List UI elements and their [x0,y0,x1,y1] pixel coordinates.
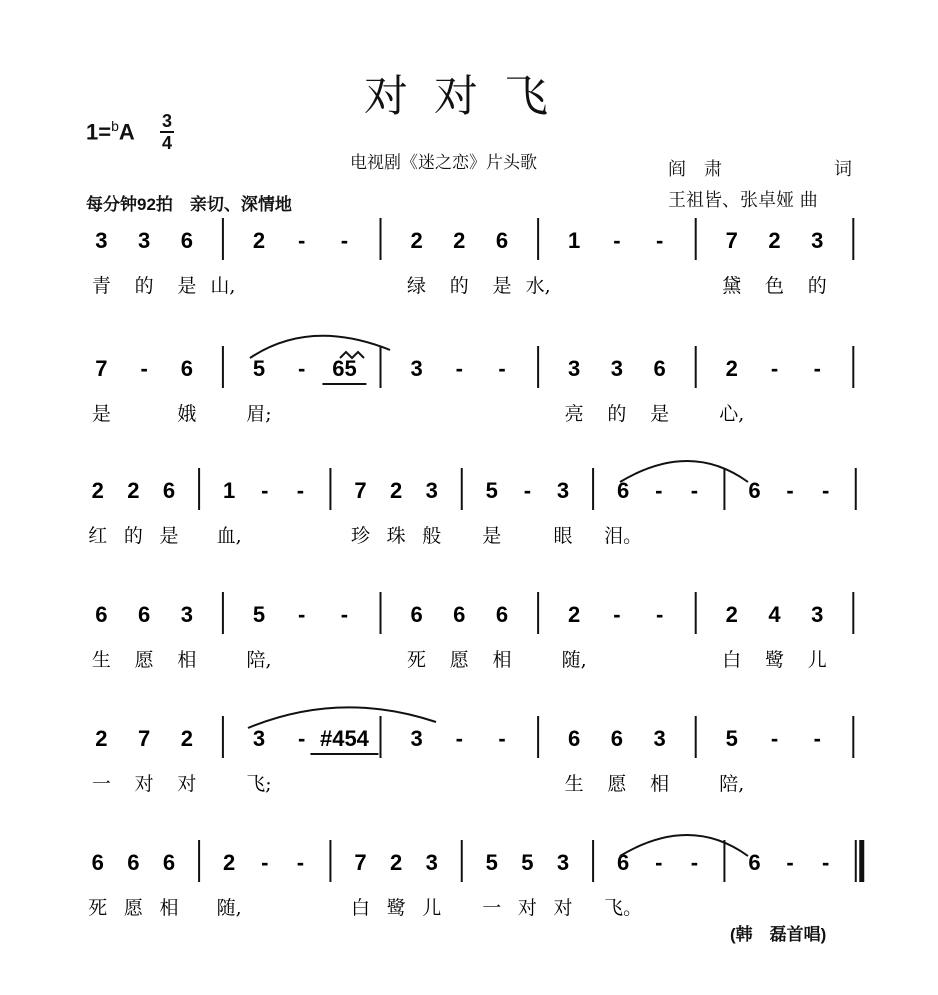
note: 3 [252,726,266,751]
note: - [822,850,830,875]
note: 1 [568,228,581,253]
note: 2 [725,602,738,627]
note: 6 [617,850,630,875]
note: 6 [162,478,176,503]
note: 3 [568,356,581,381]
note: - [770,356,779,381]
lyric-char: 愿 [123,897,143,919]
key-prefix: 1= [86,119,112,145]
note: - [296,850,305,875]
lyric-char: 的 [607,403,627,425]
note: 5 [485,850,498,875]
note: 6 [748,478,761,503]
lyric-char: 死 [407,649,427,671]
note: - [340,228,349,253]
note: 3 [556,850,570,875]
note: 2 [725,356,738,381]
lyric-char: 珍 [350,525,370,547]
note: 6 [610,726,624,751]
note: - [455,356,463,381]
note: 7 [354,478,367,503]
lyric-char: 红 [88,525,108,547]
note: 6 [568,726,581,751]
note: 6 [453,602,466,627]
note: - [613,228,621,253]
note: 6 [137,602,151,627]
note: 2 [568,602,581,627]
note: 2 [410,228,423,253]
lyric-char: 心, [719,403,745,425]
time-top: 3 [161,111,172,131]
lyric-char: 一 [482,897,502,919]
lyric-char: 的 [807,275,827,297]
note: - [813,356,821,381]
lyric-char: 是 [177,275,197,297]
note: - [296,478,305,503]
note: 5 [485,478,498,503]
lyric-char: 亮 [564,403,584,425]
lyric-char: 鹭 [765,649,785,671]
lyric-char: 愿 [607,773,627,795]
note: - [298,356,306,381]
note: - [298,726,306,751]
lyric-char: 般 [422,525,442,547]
lyric-char: 相 [177,649,197,671]
lyric-char: 鹭 [386,897,406,919]
note: - [613,602,621,627]
note: - [455,726,463,751]
lyric-char: 娥 [177,403,197,425]
note: 2 [389,478,403,503]
lyric-char: 儿 [807,649,827,671]
lyric-char: 生 [564,773,584,795]
note: 5 [252,602,266,627]
note: 2 [389,850,403,875]
song-subtitle: 电视剧《迷之恋》片头歌 [350,153,537,173]
lyric-char: 愿 [134,649,154,671]
note: 7 [354,850,367,875]
note: 6 [162,850,176,875]
lyric-char: 一 [91,773,111,795]
note: - [340,602,349,627]
note: 6 [410,602,423,627]
lyric-char: 陪, [246,649,272,671]
lyric-char: 珠 [386,525,406,547]
lyric-char: 的 [449,275,469,297]
note: 6 [495,228,509,253]
lyric-char: 对 [177,773,197,795]
note: 7 [95,356,108,381]
note: 6 [95,602,108,627]
note: 6 [495,602,509,627]
note: - [523,478,532,503]
lyric-char: 飞; [246,773,272,795]
slur [250,336,390,358]
note: 2 [252,228,266,253]
lyricist-name: 阎 肃 [668,159,722,180]
note: - [786,850,794,875]
note: 3 [811,602,824,627]
note: 6 [617,478,630,503]
note: 7 [725,228,738,253]
lyric-char: 随, [216,897,242,919]
note: - [655,478,663,503]
lyric-char: 陪, [719,773,745,795]
note: 7 [137,726,151,751]
lyric-char: 青 [91,275,111,297]
note: 6 [91,850,104,875]
lyric-char: 是 [91,403,111,425]
note: - [298,602,306,627]
lyric-char: 色 [765,275,785,297]
lyric-char: 对 [134,773,154,795]
note: 3 [556,478,570,503]
note: 3 [425,478,438,503]
tie [620,835,748,856]
note: - [655,602,664,627]
note: 2 [91,478,104,503]
lyric-char: 相 [650,773,670,795]
lyric-char: 是 [482,525,502,547]
lyric-char: 山, [210,275,236,297]
lyric-char: 白 [350,897,370,919]
note: 3 [137,228,151,253]
lyric-char: 绿 [407,275,427,297]
note: 3 [180,602,193,627]
note: 3 [425,850,438,875]
lyric-char: 的 [134,275,154,297]
lyric-char: 愿 [449,649,469,671]
note: 6 [748,850,761,875]
note: 2 [127,478,140,503]
tempo-marking: 每分钟92拍 亲切、深情地 [86,195,292,214]
lyric-char: 对 [553,897,573,919]
note: 6 [127,850,140,875]
note: 3 [610,356,624,381]
note: 2 [453,228,466,253]
note: - [261,850,269,875]
note: 2 [768,228,781,253]
note: - [498,726,506,751]
lyric-char: 血, [216,525,242,547]
lyric-char: 白 [722,649,742,671]
note: 2 [95,726,108,751]
lyric-char: 黛 [722,275,742,297]
note: 5 [252,356,266,381]
lyric-char: 死 [88,897,108,919]
lyric-char: 生 [91,649,111,671]
singer-note: (韩 磊首唱) [730,925,827,944]
lyric-char: 泪。 [604,525,643,547]
note: - [813,726,821,751]
lyric-char: 是 [650,403,670,425]
note: #454 [319,726,369,751]
flat-sign: b [111,118,119,134]
note: 5 [725,726,738,751]
note: - [822,478,830,503]
lyric-char: 相 [159,897,179,919]
lyric-char: 眉; [246,403,272,425]
note: 3 [410,726,423,751]
note: 6 [653,356,666,381]
note: - [770,726,779,751]
lyric-char: 眼 [553,525,573,547]
time-bottom: 4 [161,133,172,153]
note: 6 [180,356,193,381]
note: - [690,850,699,875]
note: 65 [332,356,357,381]
lyric-char: 飞。 [604,897,643,919]
note: 3 [95,228,108,253]
note: 5 [521,850,534,875]
lyric-char: 水, [525,275,551,297]
lyric-char: 随, [561,649,587,671]
song-title: 对对飞 [364,71,574,122]
lyric-char: 对 [517,897,537,919]
note: 3 [811,228,824,253]
lyric-char: 是 [492,275,512,297]
lyric-char: 是 [159,525,179,547]
lyric-char: 的 [123,525,143,547]
note: 2 [223,850,236,875]
slur [248,707,436,728]
lyricist-role: 词 [834,159,852,180]
note: - [298,228,306,253]
lyric-char: 儿 [422,897,442,919]
note: - [655,850,663,875]
note: 1 [223,478,236,503]
note: - [261,478,269,503]
note: 3 [653,726,666,751]
note: - [498,356,506,381]
note: - [786,478,794,503]
note: 2 [180,726,193,751]
key-note: A [118,119,135,145]
note: - [655,228,664,253]
composer-credit: 王祖皆、张卓娅 曲 [668,190,818,211]
lyric-char: 相 [492,649,512,671]
note: 4 [768,602,781,627]
note: - [690,478,699,503]
note: 6 [180,228,193,253]
tie [620,461,748,482]
note: 3 [410,356,423,381]
note: - [140,356,148,381]
